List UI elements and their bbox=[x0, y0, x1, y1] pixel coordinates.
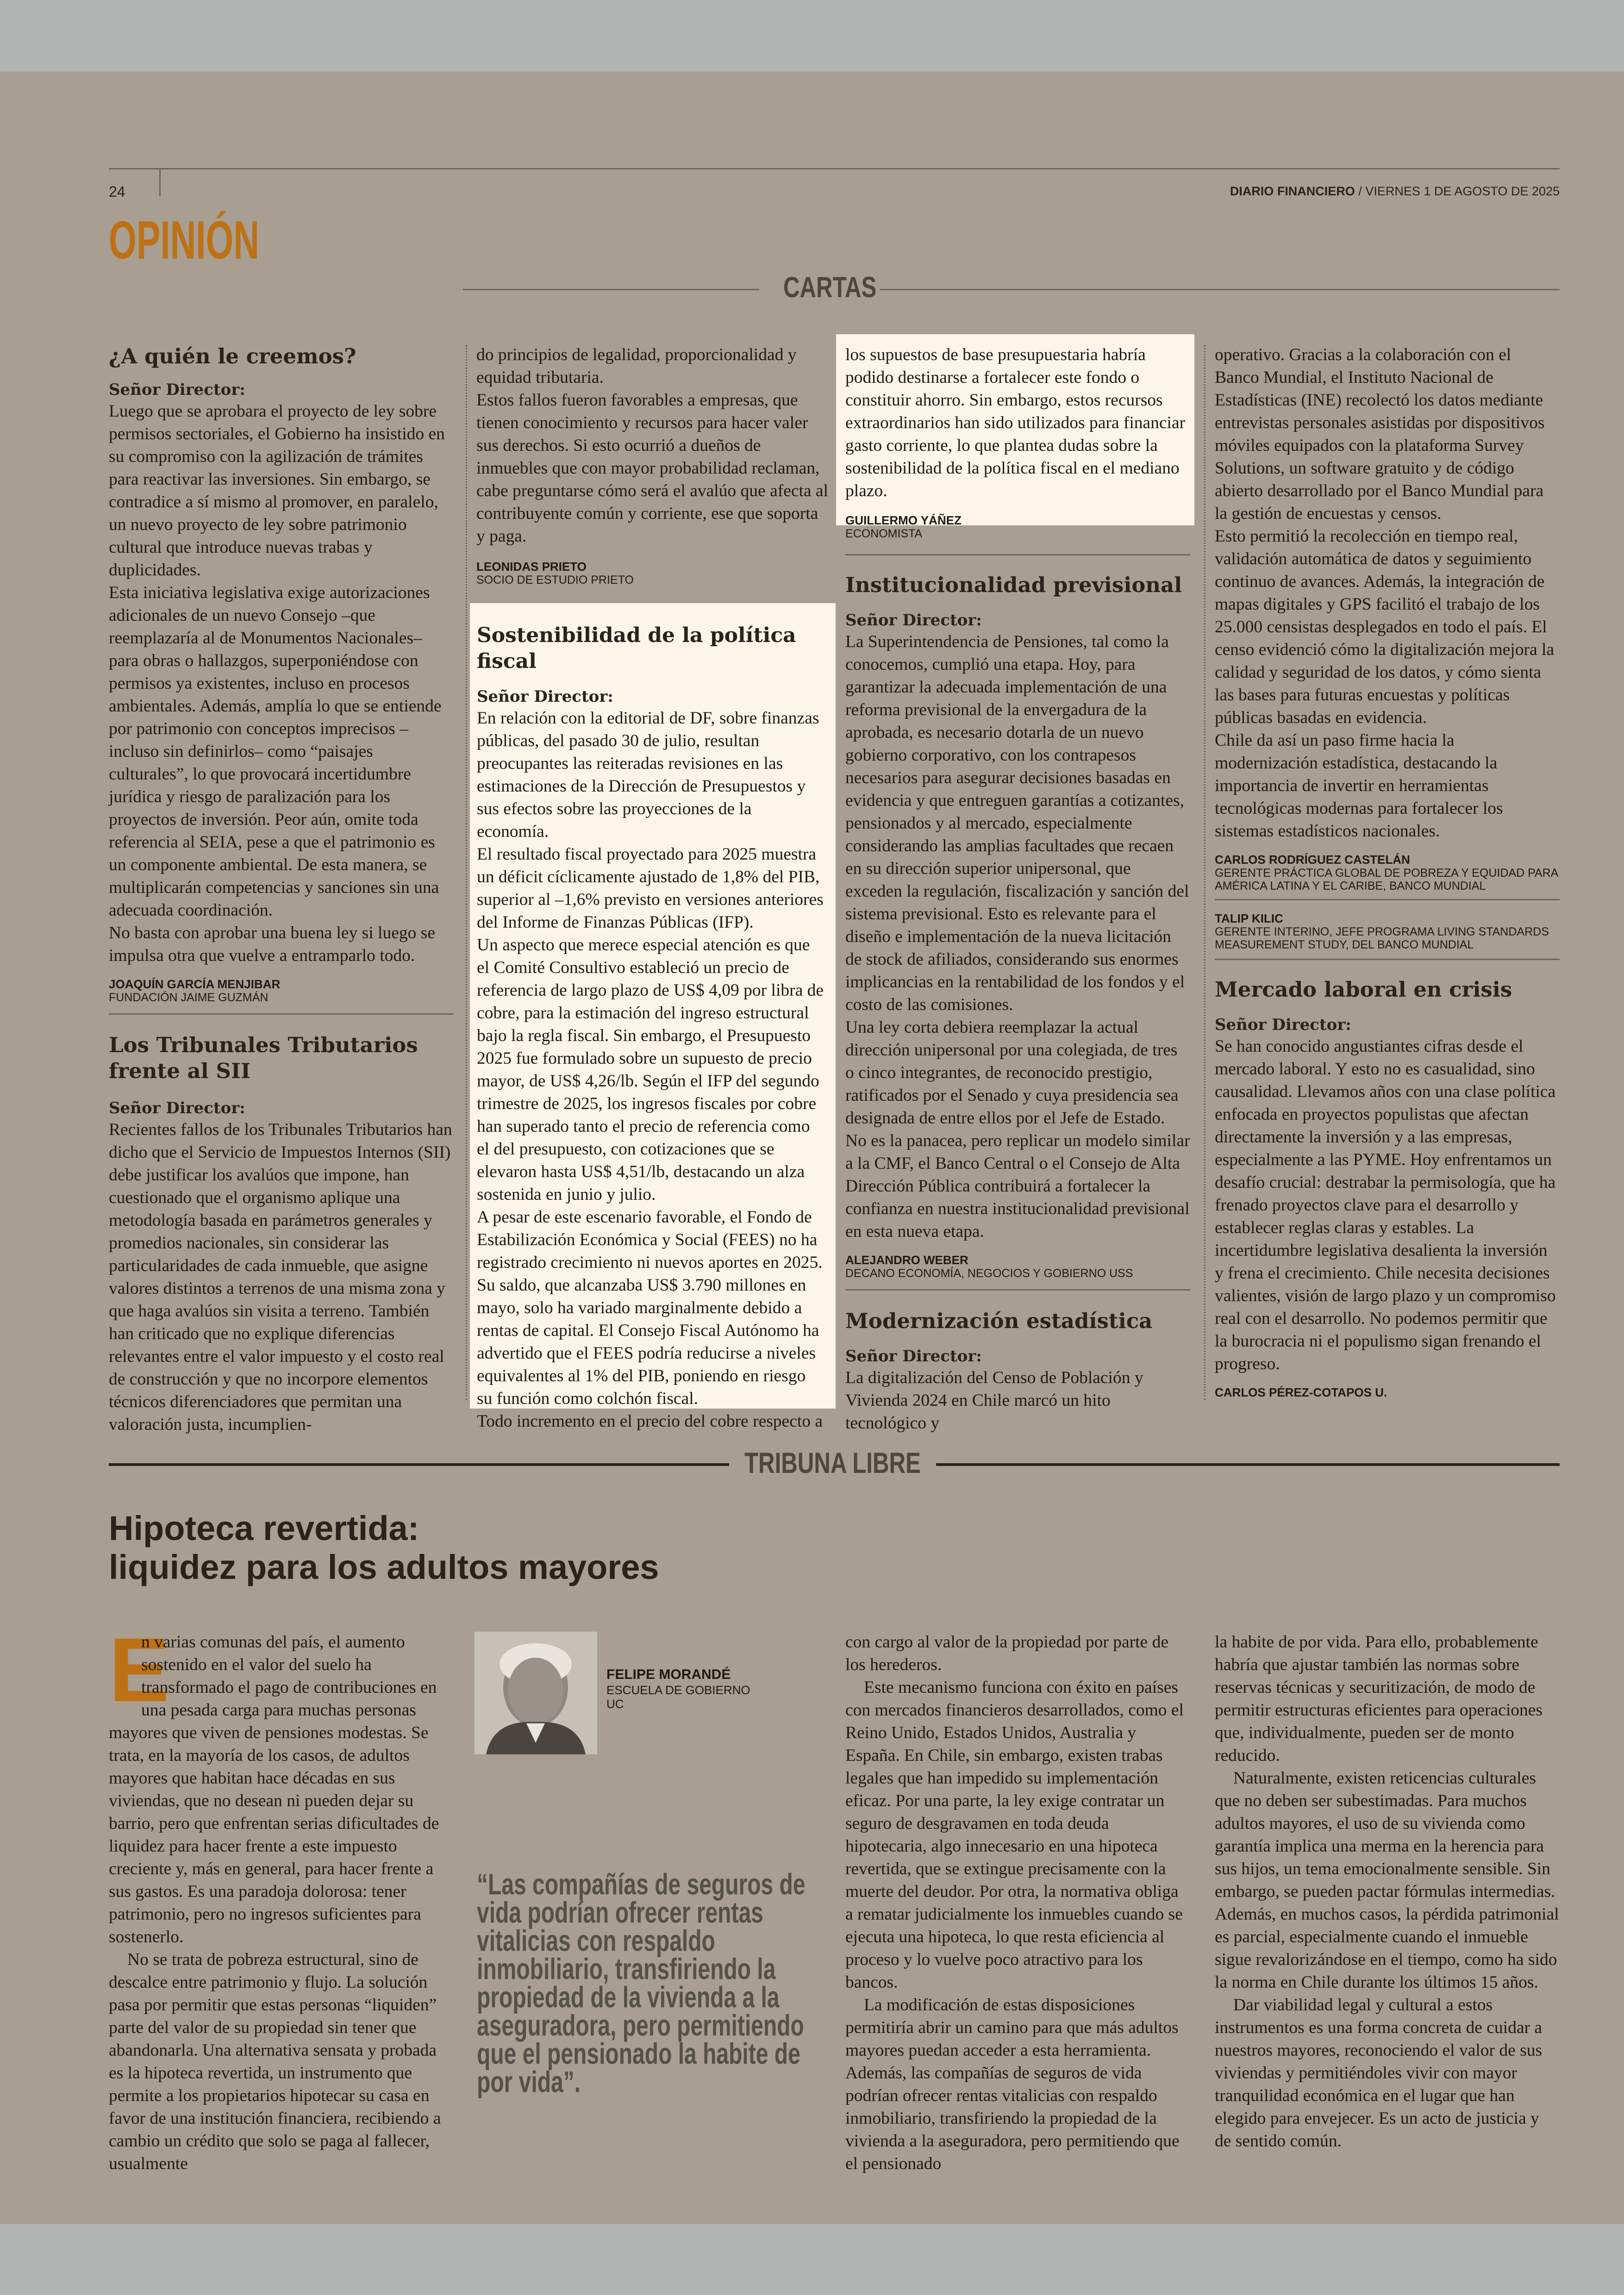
headline-line: liquidez para los adultos mayores bbox=[109, 1548, 659, 1586]
paragraph: El resultado fiscal proyectado para 2025 muestra un déficit cíclicamente ajustado de 1,8% del PIB, superior al –1,6% previsto en versiones anteriores del Informe de Finanzas Públicas (IFP). bbox=[477, 845, 824, 932]
letter-affiliation: GERENTE INTERINO, JEFE PROGRAMA LIVING STANDARDS MEASUREMENT STUDY, DEL BANCO MUNDIAL bbox=[1215, 925, 1549, 951]
paragraph: Este mecanismo funciona con éxito en países con mercados financieros desarrollados, como el Reino Unido, Estados Unidos, Australia y España. En Chile, sin embargo, existen trabas legales que han impedido su implementación eficaz. Por una parte, la ley exige contratar un seguro de desgravamen en toda deuda hipotecaria, algo innecesario en una hipoteca revertida, que se extingue precisamente con la muerte del deudor. Por otra, la normativa obliga a rematar judicialmente los inmuebles cuando se ejecuta una hipoteca, lo que resta eficiencia al proceso y lo vuelve poco atractivo para los bancos. bbox=[845, 1678, 1184, 1992]
letter-body-continued bbox=[476, 343, 828, 548]
pull-quote-box bbox=[477, 1867, 829, 2148]
letter-greeting: Señor Director: bbox=[845, 1347, 982, 1366]
letter-affiliation: ECONOMISTA bbox=[845, 527, 923, 540]
letter-title: Sostenibilidad de la política fiscal bbox=[477, 624, 796, 673]
letter-separator bbox=[845, 554, 1190, 555]
letter-affiliation: DECANO ECONOMÍA, NEGOCIOS Y GOBIERNO USS bbox=[845, 1267, 1133, 1280]
paragraph: la habite de por vida. Para ello, probablemente habría que ajustar también las normas sobre reservas técnicas y securitización, de modo de permitir estructuras eficientes para operaciones que, individualmente, pueden ser de monto reducido. bbox=[1215, 1633, 1543, 1765]
title-line: Los Tribunales Tributarios bbox=[109, 1033, 418, 1057]
header-rule bbox=[109, 168, 1560, 169]
letter-separator bbox=[845, 1289, 1190, 1291]
letter-title: Modernización estadística bbox=[845, 1309, 1153, 1333]
letter-body bbox=[109, 400, 454, 967]
column-divider bbox=[466, 345, 467, 1400]
paragraph: No basta con aprobar una buena ley si luego se impulsa otra que vuelve a entramparlo todo. bbox=[109, 923, 435, 965]
masthead-line bbox=[1120, 184, 1560, 199]
paragraph: Esta iniciativa legislativa exige autorizaciones adicionales de un nuevo Consejo –que reemplazaría al de Monumentos Nacionales– para obras o hallazgos, superponiéndose con permisos ya existentes, incluso en procesos ambientales. Además, amplía lo que se entiende por patrimonio con conceptos imprecisos –incluso sin definirlos– como “paisajes culturales”, lo que provocará incertidumbre jurídica y riesgo de paralización para los proyectos de inversión. Peor aún, omite toda referencia al SEIA, pese a que el patrimonio es un componente ambiental. De esta manera, se multiplicarán competencias y sanciones sin una adecuada coordinación. bbox=[109, 583, 442, 920]
letter-author: CARLOS RODRÍGUEZ CASTELÁN bbox=[1215, 853, 1410, 867]
letter-affiliation: FUNDACIÓN JAIME GUZMÁN bbox=[109, 991, 269, 1004]
issue-date: / VIERNES 1 DE AGOSTO DE 2025 bbox=[1355, 184, 1560, 198]
paragraph: con cargo al valor de la propiedad por parte de los herederos. bbox=[845, 1633, 1168, 1674]
letter-separator bbox=[1215, 959, 1560, 960]
letter-greeting: Señor Director: bbox=[109, 1099, 245, 1117]
paragraph: La modificación de estas disposiciones permitiría abrir un camino para que más adultos mayores puedan acceder a esta herramienta. Además, las compañías de seguros de vida podrían ofrecer rentas vitalicias con respaldo inmobiliario, transfiriendo la propiedad de la vivienda a la aseguradora, pero permitiendo que el pensionado bbox=[845, 1996, 1180, 2173]
article-column-3 bbox=[845, 1631, 1190, 2175]
paragraph: Un aspecto que merece especial atención es que el Comité Consultivo estableció un precio de referencia de largo plazo de US$ 4,09 por libra de cobre, para la estimación del ingreso estructural bajo la regla fiscal. Sin embargo, el Presupuesto 2025 fue formulado sobre un supuesto de precio mayor, de US$ 4,26/lb. Según el IFP del segundo trimestre de 2025, los ingresos fiscales por cobre han superado tanto el precio de referencia como el del presupuesto, con cotizaciones que se elevaron hasta US$ 4,51/lb, destacando un alza sostenida en junio y julio. bbox=[477, 935, 824, 1204]
page-number-divider bbox=[159, 169, 161, 196]
letter-author: CARLOS PÉREZ-COTAPOS U. bbox=[1215, 1385, 1387, 1399]
letter-author: JOAQUÍN GARCÍA MENJIBAR bbox=[109, 977, 281, 991]
headline-line: Hipoteca revertida: bbox=[109, 1509, 419, 1547]
tribuna-rule-left bbox=[109, 1463, 729, 1466]
letter-title: Mercado laboral en crisis bbox=[1215, 977, 1512, 1002]
letter-body-continued bbox=[845, 343, 1190, 502]
paragraph: Esto permitió la recolección en tiempo real, validación automática de datos y seguimiento continuo de avances. Además, la integración de mapas digitales y GPS facilitó el trabajo de los 25.000 censistas desplegados en todo el país. El censo evidenció cómo la digitalización mejora la calidad y seguridad de los datos, y cómo sienta las bases para futuras encuestas y políticas públicas basadas en evidencia. bbox=[1215, 527, 1555, 727]
column-3 bbox=[845, 343, 1190, 1434]
article-affiliation: UC bbox=[606, 1697, 624, 1711]
paragraph: Estos fallos fueron favorables a empresas, que tienen conocimiento y recursos para hacer valer sus derechos. Si esto ocurrió a dueños de inmuebles que con mayor probabilidad reclaman, cabe preguntarse cómo será el avalúo que afecta al contribuyente común y corriente, ese que soporta y paga. bbox=[476, 391, 828, 546]
article-affiliation: ESCUELA DE GOBIERNO bbox=[606, 1683, 750, 1697]
author-separator bbox=[1215, 899, 1560, 900]
article-author: FELIPE MORANDÉ bbox=[606, 1667, 731, 1682]
author-photo bbox=[475, 1632, 597, 1754]
title-line: frente al SII bbox=[109, 1059, 251, 1083]
paragraph: Se han conocido angustiantes cifras desde el mercado laboral. Y esto no es casualidad, sino causalidad. Llevamos años con una clase política enfocada en proyectos populistas que afectan directamente la inversión y a las empresas, especialmente a las PYME. Hoy enfrentamos un desafío crucial: destrabar la permisología, que ha frenado proyectos clave para el desarrollo y establecer reglas claras y estables. La incertidumbre legislativa desalienta la inversión y frena el crecimiento. Chile necesita decisiones valientes, visión de largo plazo y un compromiso real con el desarrollo. No podemos permitir que la burocracia ni el populismo sigan frenando el progreso. bbox=[1215, 1037, 1556, 1373]
page-number: 24 bbox=[109, 183, 125, 200]
article-byline bbox=[606, 1666, 750, 1711]
letter-title: Institucionalidad previsional bbox=[845, 573, 1182, 597]
paragraph: La digitalización del Censo de Población y Vivienda 2024 en Chile marcó un hito tecnológico y bbox=[845, 1368, 1143, 1433]
tribuna-label: TRIBUNA LIBRE bbox=[744, 1447, 921, 1479]
paragraph: Naturalmente, existen reticencias culturales que no deben ser subestimadas. Para muchos adultos mayores, el uso de su vivienda como garantía implica una merma en la herencia para sus hijos, un tema emocionalmente sensible. Sin embargo, se pueden pactar fórmulas intermedias. Además, en muchos casos, la pérdida patrimonial es parcial, especialmente cuando el inmueble sigue revalorizándose en el tiempo, como ha sido la norma en Chile durante los últimos 15 años. bbox=[1215, 1769, 1559, 1992]
column-1 bbox=[109, 343, 454, 1436]
tribuna-rule-right bbox=[936, 1463, 1560, 1466]
letter-title: ¿A quién le creemos? bbox=[109, 344, 356, 368]
letter-greeting: Señor Director: bbox=[109, 380, 245, 399]
letter-body bbox=[1215, 1035, 1560, 1375]
pull-quote: “Las compañías de seguros de vida podrían ofrecer rentas vitalicias con respaldo inmobiliario, transfiriendo la propiedad de la vivienda a la aseguradora, pero permitiendo que el pensionado la habite de por vida”. bbox=[477, 1867, 806, 2099]
paragraph: operativo. Gracias a la colaboración con el Banco Mundial, el Instituto Nacional de Estadísticas (INE) recolectó los datos mediante entrevistas personales asistidas por dispositivos móviles equipados con la plataforma Survey Solutions, un software gratuito y de código abierto desarrollado por el Banco Mundial para la gestión de encuestas y censos. bbox=[1215, 345, 1545, 523]
letter-affiliation: GERENTE PRÁCTICA GLOBAL DE POBREZA Y EQUIDAD PARA AMÉRICA LATINA Y EL CARIBE, BANCO MUNDIAL bbox=[1215, 867, 1558, 892]
paragraph: No se trata de pobreza estructural, sino de descalce entre patrimonio y flujo. La solución pasa por permitir que estas personas “liquiden” parte del valor de su propiedad sin tener que abandonarla. Una alternativa sensata y probada es la hipoteca revertida, un instrumento que permite a los propietarios hipotecar su casa en favor de una institución financiera, recibiendo a cambio un crédito que solo se paga al fallecer, usualmente bbox=[109, 1950, 441, 2173]
paragraph: los supuestos de base presupuestaria habría podido destinarse a fortalecer este fondo o constituir ahorro. Sin embargo, estos recursos extraordinarios han sido utilizados para financiar gasto corriente, lo que plantea dudas sobre la sostenibilidad de la política fiscal en el mediano plazo. bbox=[845, 345, 1186, 500]
letter-affiliation: SOCIO DE ESTUDIO PRIETO bbox=[476, 574, 634, 586]
letter-greeting: Señor Director: bbox=[477, 687, 613, 706]
paragraph: n varias comunas del país, el aumento sostenido en el valor del suelo ha transformado el pago de contribuciones en una pesada carga para muchas personas mayores que viven de pensiones modestas. Se trata, en la mayoría de los casos, de adultos mayores que habitan hace décadas en sus viviendas, que no desean ni pueden dejar su barrio, pero que enfrentan serias dificultades de liquidez para hacer frente a este impuesto creciente y, más en general, para hacer frente a sus gastos. Es una paradoja dolorosa: tener patrimonio, pero no ingresos suficientes para sostenerlo. bbox=[109, 1633, 439, 1946]
letter-body bbox=[845, 630, 1190, 1243]
cartas-rule-left bbox=[463, 289, 759, 290]
newspaper-name: DIARIO FINANCIERO bbox=[1230, 184, 1355, 198]
author-portrait-icon bbox=[475, 1632, 597, 1754]
letter-separator bbox=[109, 1013, 454, 1015]
paragraph: Recientes fallos de los Tribunales Tributarios han dicho que el Servicio de Impuestos Internos (SII) debe justificar los avalúos que impone, han cuestionado que el organismo aplique una metodología basada en parámetros generales y promedios nacionales, sin considerar las particularidades de cada inmueble, que asigne valores distintos a terrenos de una misma zona y que haga avalúos sin visita a terreno. También han criticado que no explique diferencias relevantes entre el valor impuesto y el costo real de construcción y que no incorpore elementos técnicos diferenciadores que permitan una valoración justa, incumplien- bbox=[109, 1120, 452, 1434]
paragraph: A pesar de este escenario favorable, el Fondo de Estabilización Económica y Social (FEES) no ha registrado crecimiento ni nuevos aportes en 2025. Su saldo, que alcanzaba US$ 3.790 millones en mayo, solo ha variado marginalmente debido a rentas de capital. El Consejo Fiscal Autónomo ha advertido que el FEES podría reducirse a niveles equivalentes al 1% del PIB, poniendo en riesgo su función como colchón fiscal. bbox=[477, 1208, 823, 1408]
paragraph: do principios de legalidad, proporcionalidad y equidad tributaria. bbox=[476, 345, 797, 387]
paragraph: En relación con la editorial de DF, sobre finanzas públicas, del pasado 30 de julio, resultan preocupantes las reiteradas revisiones en las estimaciones de la Dirección de Presupuestos y sus efectos sobre las proyecciones de la economía. bbox=[477, 709, 819, 841]
letter-body bbox=[477, 707, 824, 1433]
section-title: OPINIÓN bbox=[109, 210, 259, 271]
paragraph: Chile da así un paso firme hacia la modernización estadística, destacando la importancia de invertir en herramientas tecnológicas modernas para fortalecer los sistemas estadísticos nacionales. bbox=[1215, 731, 1503, 841]
column-4 bbox=[1215, 343, 1560, 1399]
letter-author: GUILLERMO YÁÑEZ bbox=[845, 513, 962, 527]
letter-author: ALEJANDRO WEBER bbox=[845, 1253, 968, 1267]
paragraph: Todo incremento en el precio del cobre respecto a bbox=[477, 1412, 823, 1431]
subsection-title: CARTAS bbox=[783, 271, 877, 304]
letter-title bbox=[109, 1032, 454, 1084]
article-column-4 bbox=[1215, 1631, 1560, 2152]
letter-author: TALIP KILIC bbox=[1215, 911, 1283, 925]
letter-author: LEONIDAS PRIETO bbox=[476, 560, 587, 574]
article-headline bbox=[109, 1509, 659, 1587]
column-2 bbox=[476, 343, 828, 586]
paragraph: Dar viabilidad legal y cultural a estos instrumentos es una forma concreta de cuidar a nuestros mayores, reconociendo el valor de sus viviendas y permitiéndoles vivir con mayor tranquilidad económica en el lugar que han elegido para envejecer. Es un acto de justicia y de sentido común. bbox=[1215, 1996, 1543, 2151]
paragraph: Una ley corta debiera reemplazar la actual dirección unipersonal por una colegiada, de tres o cinco integrantes, de reconocido prestigio, ratificados por el Senado y cuya presidencia sea designada de entre ellos por el Jefe de Estado. No es la panacea, pero replicar un modelo similar a la CMF, el Banco Central o el Consejo de Alta Dirección Pública contribuirá a fortalecer la confianza en nuestra institucionalidad previsional en esta nueva etapa. bbox=[845, 1018, 1190, 1241]
paragraph: Luego que se aprobara el proyecto de ley sobre permisos sectoriales, el Gobierno ha insistido en su compromiso con la agilización de trámites para reactivar las inversiones. Sin embargo, se contradice a sí mismo al promover, en paralelo, un nuevo proyecto de ley sobre patrimonio cultural que introduce nuevas trabas y duplicidades. bbox=[109, 402, 445, 580]
paragraph: La Superintendencia de Pensiones, tal como la conocemos, cumplió una etapa. Hoy, para garantizar la adecuada implementación de una reforma previsional de la envergadura de la aprobada, es necesario dotarla de un nuevo gobierno corporativo, con los contrapesos necesarios para asegurar decisiones basadas en evidencia y que entreguen garantías a cotizantes, pensionados y al mercado, especialmente considerando las amplias facultades que recaen en su dirección superior unipersonal, que exceden la regulación, fiscalización y sanción del sistema previsional. Esto es relevante para el diseño e implementación de la nueva licitación de stock de afiliados, considerando sus enormes implicancias en la rentabilidad de los fondos y el costo de las comisiones. bbox=[845, 632, 1189, 1014]
highlighted-letter bbox=[477, 623, 824, 1433]
letter-greeting: Señor Director: bbox=[845, 611, 982, 630]
article-column-1 bbox=[109, 1619, 451, 2175]
letter-body-continued bbox=[1215, 343, 1560, 842]
cartas-rule-right bbox=[880, 289, 1560, 290]
column-divider bbox=[1204, 345, 1206, 1400]
letter-greeting: Señor Director: bbox=[1215, 1016, 1351, 1034]
drop-cap: E bbox=[109, 1619, 169, 1721]
letter-body bbox=[109, 1118, 454, 1436]
letter-body bbox=[845, 1366, 1190, 1434]
